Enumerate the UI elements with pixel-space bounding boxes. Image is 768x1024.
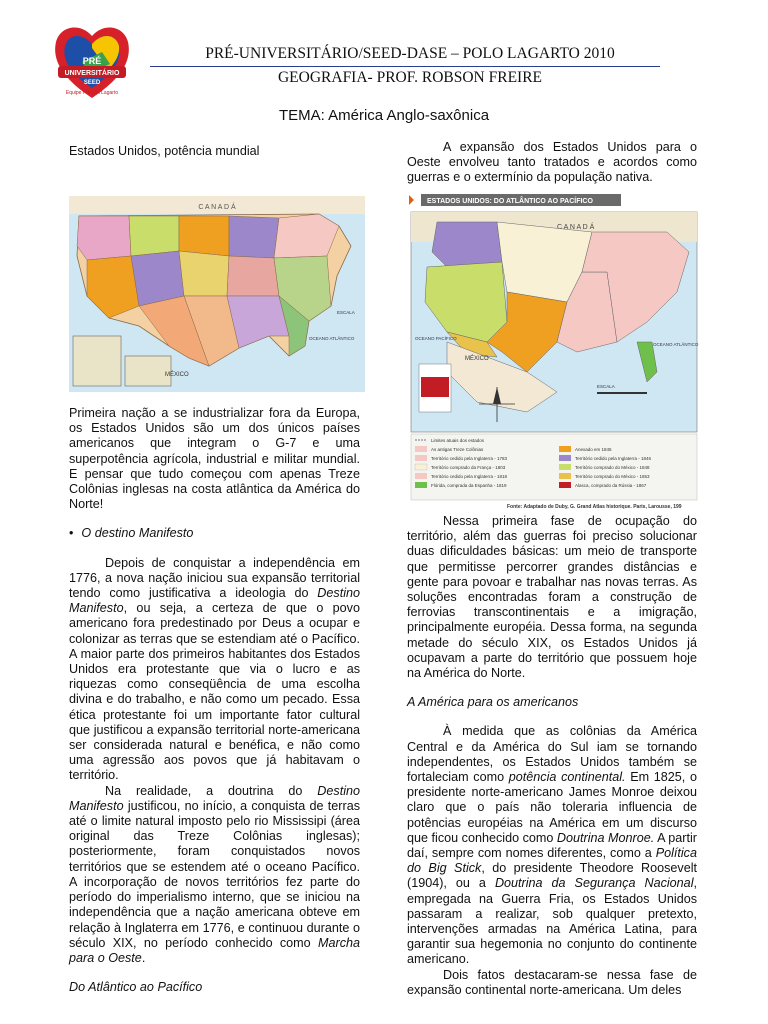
subheading-atlantico: Do Atlântico ao Pacífico (69, 980, 203, 995)
logo-line3: SEED (83, 80, 101, 86)
expansion-map-pacific: OCEANO PACÍFICO (415, 336, 457, 341)
bullet-icon: • (69, 526, 74, 541)
svg-text:Limites atuais dos estados: Limites atuais dos estados (431, 438, 485, 443)
expansion-map-mexico: MÉXICO (465, 356, 489, 362)
svg-text:Anexado em 1845: Anexado em 1845 (575, 447, 612, 452)
expansion-map (407, 192, 701, 512)
svg-text:Território cedido pela Inglate: Território cedido pela Inglaterra - 1818 (431, 474, 508, 479)
bullet-heading: O destino Manifesto (81, 526, 194, 541)
subheading-america: A América para os americanos (407, 695, 579, 710)
map-source: Fonte: Adaptado de Duby, G. Grand Atlas historique. Paris, Larousse, 199 (507, 504, 682, 510)
svg-text:As antigas Treze Colônias: As antigas Treze Colônias (431, 447, 484, 452)
logo-line4: Equipe Pré-Uni Lagarto (65, 90, 119, 96)
map-label-mexico: MÉXICO (165, 372, 189, 378)
header-line-2: GEOGRAFIA- PROF. ROBSON FREIRE (277, 69, 543, 86)
paragraph-ocupacao: Nessa primeira fase de ocupação do território, além das guerras foi preciso solucionar duas dificuldades básicas: um meio de transporte que permitisse percorrer grandes distâncias e gente para povoar e trabalhar nas novas terras. As soluções encontradas foram a construção de ferrovias transcontinentais e a imigração, principalmente européia. Dessa forma, na segunda metade do século XIX, os Estados Unidos já ocupavam a parte do território que possuem hoje na América do Norte. (407, 514, 697, 681)
paragraph-monroe: À medida que as colônias da América Central e da América do Sul iam se tornando independentes, os Estados Unidos também se fortaleciam como potência continental. Em 1825, o presidente norte-americano James Monroe deixou claro que o país não toleraria influencia de potências européias na América em um discurso que ficou conhecido como Doutrina Monroe. A partir daí, sempre com nomes diferentes, como a Política do Big Stick, do presidente Theodore Roosevelt (1904), ou a Doutrina da Segurança Nacional, empregada na Guerra Fria, os Estados Unidos passaram a realizar, sob qualquer pretexto, intervenções armadas na América Latina, para garantir sua hegemonia no conjunto do continente americano. (407, 724, 698, 967)
page-title: TEMA: América Anglo-saxônica (278, 107, 490, 124)
paragraph-dois-fatos: Dois fatos destacaram-se nessa fase de expansão continental norte-americana. Um deles (407, 967, 697, 997)
usa-states-map (69, 196, 365, 392)
expansion-map-canada: C A N A D Á (557, 224, 595, 231)
intro-paragraph: Primeira nação a se industrializar fora da Europa, os Estados Unidos são um dos únicos países americanos que integram o G-7 e uma superpotência agrícola, industrial e militar mundial. E pensar que tudo começou com apenas Treze Colônias inglesas na costa atlântica da América do Norte! (69, 406, 360, 512)
logo-line2: UNIVERSITÁRIO (64, 70, 120, 77)
pre-universitario-logo (52, 18, 132, 102)
logo-line1: PRÉ (82, 56, 102, 66)
svg-text:Território comprado da França: Território comprado da França - 1803 (431, 465, 506, 470)
paragraph-expansao: A expansão dos Estados Unidos para o Oeste envolveu tanto tratados e acordos como guerras e o extermínio da população nativa. (407, 140, 697, 185)
expansion-map-title: ESTADOS UNIDOS: DO ATLÂNTICO AO PACÍFICO (427, 198, 593, 205)
expansion-map-scale: ESCALA (597, 384, 615, 389)
section-heading: Estados Unidos, potência mundial (69, 144, 260, 158)
svg-text:Território comprado do México: Território comprado do México - 1848 (575, 465, 650, 470)
map-label-canada: C A N A D Á (198, 204, 236, 211)
svg-text:Território cedido pela Inglate: Território cedido pela Inglaterra - 1783 (431, 456, 508, 461)
header-rule (150, 66, 660, 67)
svg-text:Alasca, comprado da Rússia - 1: Alasca, comprado da Rússia - 1867 (575, 483, 647, 488)
map-label-scale: ESCALA (337, 310, 355, 315)
svg-text:Território cedido pela Inglate: Território cedido pela Inglaterra - 1846 (575, 456, 652, 461)
paragraph-destino-1: Depois de conquistar a independência em 1776, a nova nação iniciou sua expansão territorial tendo como justificativa a ideologia do Destino Manifesto, ou seja, a certeza de que o povo americano fora predestinado por Deus a ocupar e colonizar as terras que se estendiam até o Pacífico. A maior parte dos primeiros habitantes dos Estados Unidos era protestante que via o lucro e as riquezas como conseqüência de uma escolha divina e do trabalho, e não como um pecado. Essa ética protestante foi um importante fator cultural que justificou a expansão territorial norte-americana ser considerada natural e benéfica, e não como uma agressão aos povos que já habitavam o território. (69, 555, 360, 783)
svg-text:Território comprado do México: Território comprado do México - 1853 (575, 474, 650, 479)
paragraph-destino-2: Na realidade, a doutrina do Destino Manifesto justificou, no início, a conquista de terras até o limite natural imposto pelo rio Mississipi (área original das Treze Colônias inglesas); posteriormente, foram conquistados novos territórios que se estendem até o oceano Pacífico. A incorporação de novos territórios fez parte do período do imperialismo interno, que se iniciou na independência que a nação americana obteve em relação à Inglaterra em 1776, e continuou durante o século XIX, no período conhecido como Marcha para o Oeste. (69, 783, 360, 965)
expansion-map-atlantic: OCEANO ATLÂNTICO (653, 342, 699, 347)
header-line-1: PRÉ-UNIVERSITÁRIO/SEED-DASE – POLO LAGARTO 2010 (205, 45, 615, 62)
map-label-ocean: OCEANO ATLÂNTICO (309, 336, 355, 341)
svg-text:Flórida, comprada da Espanha -: Flórida, comprada da Espanha - 1819 (431, 483, 507, 488)
